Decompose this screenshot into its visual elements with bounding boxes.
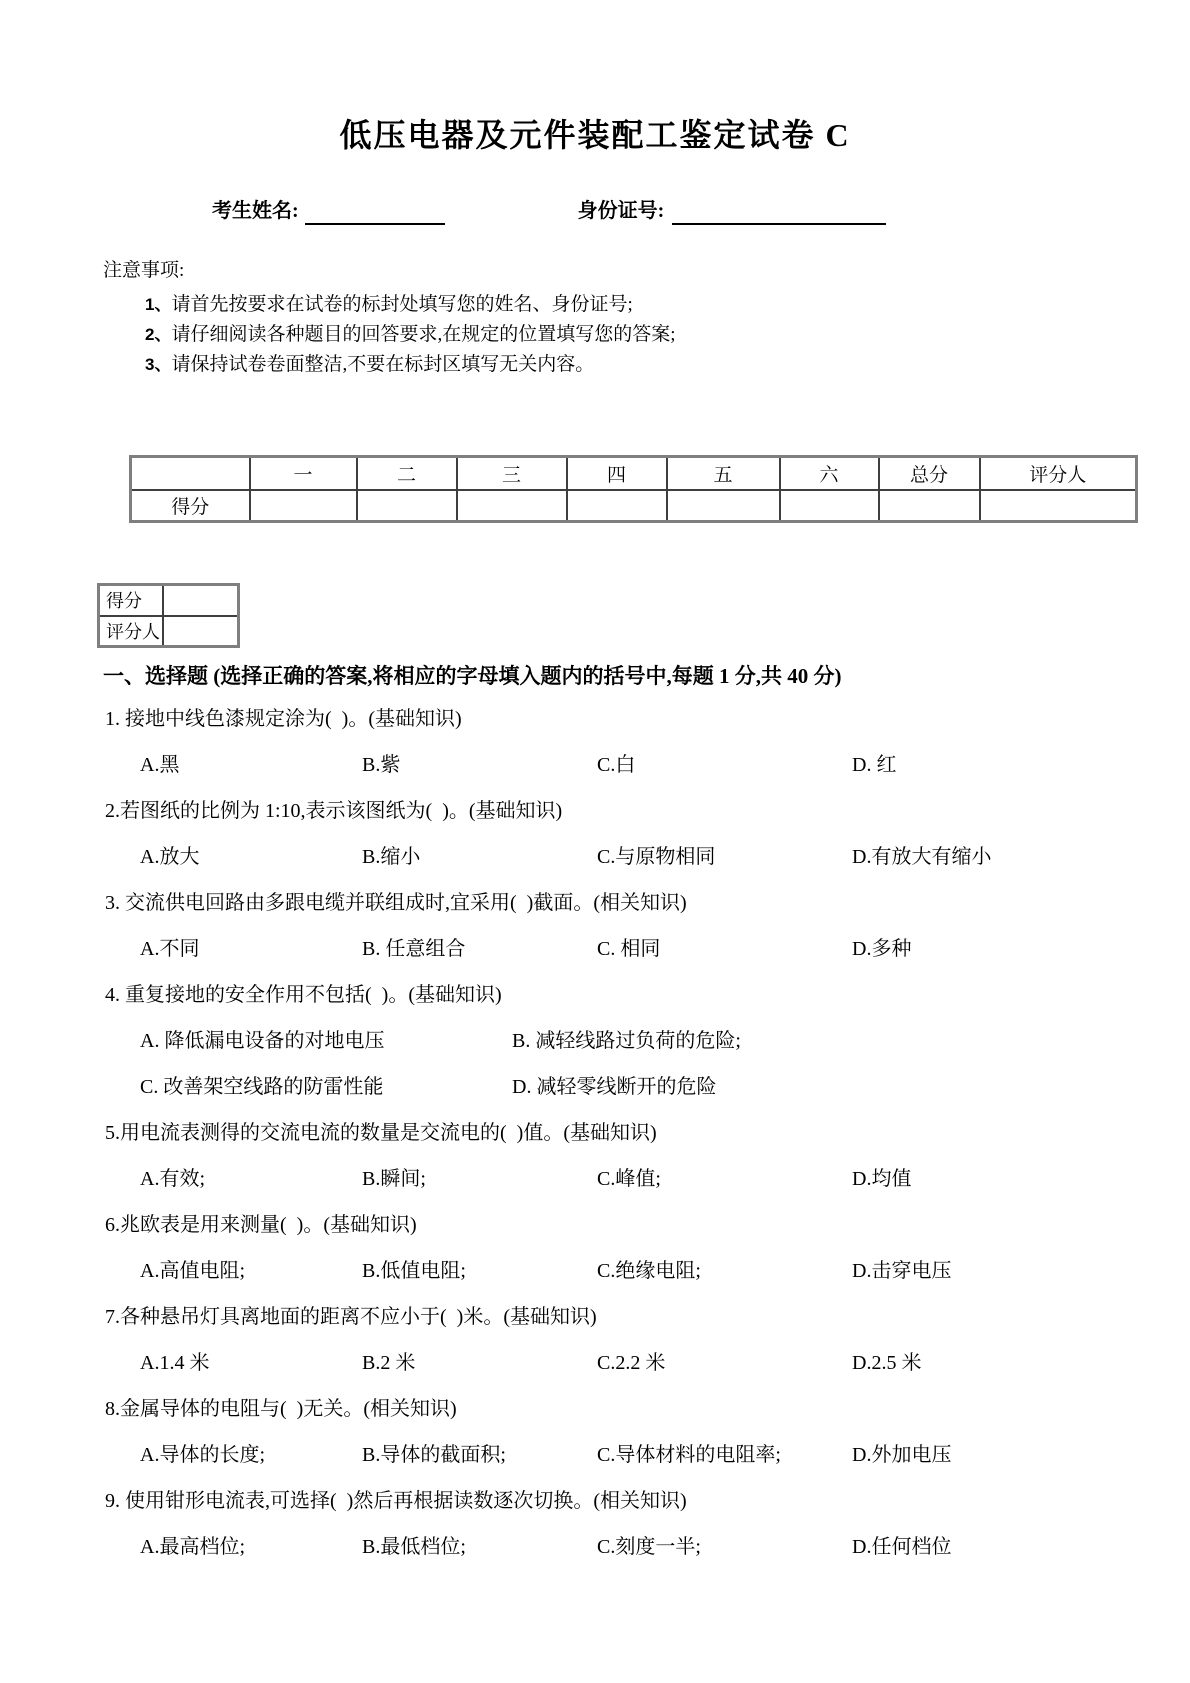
score-cell-total (879, 490, 980, 522)
candidate-name-label: 考生姓名: (212, 200, 299, 222)
score-box-row-1 (99, 585, 239, 616)
question-4-options-row-2 (105, 1074, 1135, 1100)
question-8-option-c: C.导体材料的电阻率; (597, 1444, 781, 1466)
score-table-header-row (131, 457, 1137, 490)
question-6-option-b: B.低值电阻; (362, 1260, 466, 1282)
question-9-option-a: A.最高档位; (140, 1536, 245, 1558)
score-box-row-2 (99, 616, 239, 647)
question-4-title: 4. 重复接地的安全作用不包括( )。(基础知识) (105, 984, 502, 1006)
notice-item-2 (103, 320, 676, 350)
question-9-option-d: D.任何档位 (852, 1536, 952, 1558)
score-cell-2 (357, 490, 457, 522)
page-title: 低压电器及元件装配工鉴定试卷 C (339, 117, 851, 153)
question-3-options (105, 936, 1135, 962)
candidate-id-blank (672, 201, 886, 225)
notice-item-2-text: 请仔细阅读各种题目的回答要求,在规定的位置填写您的答案; (171, 324, 676, 345)
question-6-title: 6.兆欧表是用来测量( )。(基础知识) (105, 1214, 417, 1236)
question-7-option-a: A.1.4 米 (140, 1352, 210, 1374)
question-1-option-a: A.黑 (140, 754, 180, 776)
question-2-option-c: C.与原物相同 (597, 846, 716, 868)
question-2-title: 2.若图纸的比例为 1:10,表示该图纸为( )。(基础知识) (105, 800, 563, 822)
question-2-option-a: A.放大 (140, 846, 200, 868)
question-8-title: 8.金属导体的电阻与( )无关。(相关知识) (105, 1398, 457, 1420)
notice-item-3-number: 3、 (145, 355, 172, 374)
question-4-option-d: D. 减轻零线断开的危险 (512, 1076, 717, 1098)
question-7-title: 7.各种悬吊灯具离地面的距离不应小于( )米。(基础知识) (105, 1306, 597, 1328)
score-table-col-3: 三 (457, 457, 567, 490)
question-8-option-a: A.导体的长度; (140, 1444, 265, 1466)
question-1-option-d: D. 红 (852, 754, 897, 776)
question-8-option-d: D.外加电压 (852, 1444, 952, 1466)
score-summary-table (129, 455, 1138, 523)
question-9-title: 9. 使用钳形电流表,可选择( )然后再根据读数逐次切换。(相关知识) (105, 1490, 687, 1512)
question-3-title: 3. 交流供电回路由多跟电缆并联组成时,宜采用( )截面。(相关知识) (105, 892, 687, 914)
score-cell-1 (250, 490, 357, 522)
question-5-option-c: C.峰值; (597, 1168, 661, 1190)
question-1-options (105, 752, 1135, 778)
question-9-option-b: B.最低档位; (362, 1536, 466, 1558)
score-box-score-value (163, 585, 239, 616)
score-cell-5 (667, 490, 780, 522)
notice-section (103, 258, 676, 380)
notice-item-1 (103, 290, 676, 320)
notice-item-3 (103, 350, 676, 380)
score-table-col-5: 五 (667, 457, 780, 490)
score-table-col-6: 六 (780, 457, 879, 490)
score-cell-grader (980, 490, 1137, 522)
score-box-grader-label: 评分人 (99, 616, 164, 647)
question-5-option-b: B.瞬间; (362, 1168, 426, 1190)
question-4-options-row-1 (105, 1028, 1135, 1054)
question-3-option-d: D.多种 (852, 938, 912, 960)
question-4-option-a: A. 降低漏电设备的对地电压 (140, 1030, 385, 1052)
question-7-option-b: B.2 米 (362, 1352, 416, 1374)
candidate-name-blank (305, 201, 445, 225)
question-5-options (105, 1166, 1135, 1192)
question-7-options (105, 1350, 1135, 1376)
score-table-col-2: 二 (357, 457, 457, 490)
candidate-info-row (212, 197, 886, 225)
score-table-col-grader: 评分人 (980, 457, 1137, 490)
score-cell-6 (780, 490, 879, 522)
section-score-box (97, 583, 240, 648)
question-4-option-b: B. 减轻线路过负荷的危险; (512, 1030, 741, 1052)
question-5-option-d: D.均值 (852, 1168, 912, 1190)
question-8-option-b: B.导体的截面积; (362, 1444, 506, 1466)
question-list (105, 706, 1135, 1580)
question-1-option-c: C.白 (597, 754, 636, 776)
section-1-heading: 一、选择题 (选择正确的答案,将相应的字母填入题内的括号中,每题 1 分,共 40 分) (103, 664, 842, 688)
score-row-label: 得分 (131, 490, 250, 522)
question-6-options (105, 1258, 1135, 1284)
score-table-col-total: 总分 (879, 457, 980, 490)
question-9-option-c: C.刻度一半; (597, 1536, 701, 1558)
score-box-score-label: 得分 (99, 585, 164, 616)
question-2-option-d: D.有放大有缩小 (852, 846, 992, 868)
question-2-options (105, 844, 1135, 870)
score-cell-3 (457, 490, 567, 522)
question-9-options (105, 1534, 1135, 1560)
question-3-option-b: B. 任意组合 (362, 938, 466, 960)
question-6-option-c: C.绝缘电阻; (597, 1260, 701, 1282)
notice-item-1-number: 1、 (145, 295, 172, 314)
notice-item-3-text: 请保持试卷卷面整洁,不要在标封区填写无关内容。 (171, 354, 595, 375)
notice-heading: 注意事项: (103, 260, 185, 281)
score-table-value-row (131, 490, 1137, 522)
score-table-col-1: 一 (250, 457, 357, 490)
notice-item-2-number: 2、 (145, 325, 172, 344)
candidate-id-label: 身份证号: (577, 200, 665, 222)
question-7-option-d: D.2.5 米 (852, 1352, 922, 1374)
score-table-col-4: 四 (567, 457, 667, 490)
question-6-option-a: A.高值电阻; (140, 1260, 245, 1282)
question-3-option-c: C. 相同 (597, 938, 661, 960)
notice-item-1-text: 请首先按要求在试卷的标封处填写您的姓名、身份证号; (171, 294, 633, 315)
question-5-title: 5.用电流表测得的交流电流的数量是交流电的( )值。(基础知识) (105, 1122, 657, 1144)
score-cell-4 (567, 490, 667, 522)
question-5-option-a: A.有效; (140, 1168, 205, 1190)
question-3-option-a: A.不同 (140, 938, 200, 960)
question-8-options (105, 1442, 1135, 1468)
score-box-grader-value (163, 616, 239, 647)
question-6-option-d: D.击穿电压 (852, 1260, 952, 1282)
question-7-option-c: C.2.2 米 (597, 1352, 666, 1374)
score-table-corner-cell (131, 457, 250, 490)
question-1-title: 1. 接地中线色漆规定涂为( )。(基础知识) (105, 708, 462, 730)
question-1-option-b: B.紫 (362, 754, 401, 776)
question-4-option-c: C. 改善架空线路的防雷性能 (140, 1076, 384, 1098)
question-2-option-b: B.缩小 (362, 846, 421, 868)
